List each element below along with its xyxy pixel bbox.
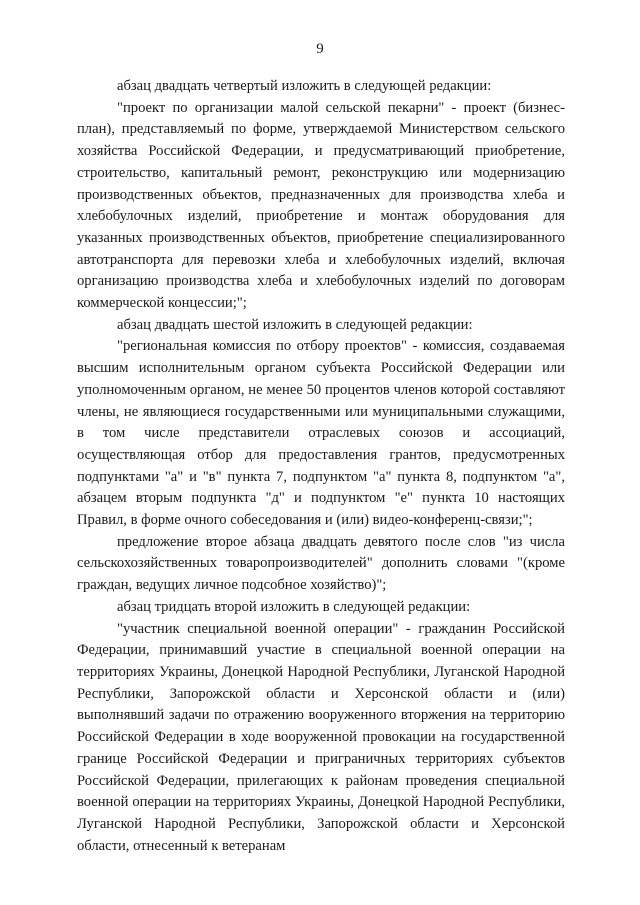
paragraph-regional-commission-definition: "региональная комиссия по отбору проектов" - комиссия, создаваемая высшим исполнительным органом субъекта Российской Федерации или уполномоченным органом, не менее 50 процентов членов которой составляют члены, не являющиеся государственными или муниципальными служащими, в том числе представители отраслевых союзов и ассоциаций, осуществляющая отбор для предоставления грантов, предусмотренных подпунктами "а" и "в" пункта 7, подпунктом "а" пункта 8, подпунктом "а", абзацем вторым подпункта "д" и подпунктом "е" пункта 10 настоящих Правил, в форме очного собеседования и (или) видео-конференц-связи;"; xyxy=(77,338,565,529)
document-body xyxy=(77,76,565,857)
paragraph-svo-participant-definition: "участник специальной военной операции" - гражданин Российской Федерации, принимавший участие в специальной военной операции на территориях Украины, Донецкой Народной Республики, Луганской Народной Республики, Запорожской области и Херсонской области и (или) выполнявший задачи по отражению вооруженного вторжения на территорию Российской Федерации в ходе вооруженной провокации на государственной границе Российской Федерации и приграничных территориях субъектов Российской Федерации, прилегающих к районам проведения специальной военной операции на территориях Украины, Донецкой Народной Республики, Луганской Народной Республики, Запорожской области и Херсонской области, отнесенный к ветеранам xyxy=(77,620,565,854)
paragraph-bakery-project-definition: "проект по организации малой сельской пекарни" - проект (бизнес-план), представляемый по форме, утверждаемой Министерством сельского хозяйства Российской Федерации, и предусматривающий приобретение, строительство, капитальный ремонт, реконструкцию или модернизацию производственных объектов, предназначенных для производства хлеба и хлебобулочных изделий, приобретение и монтаж оборудования для указанных производственных объектов, приобретение специализированного автотранспорта для перевозки хлеба и хлебобулочных изделий, включая организацию производства хлеба и хлебобулочных изделий по договорам коммерческой концессии;"; xyxy=(77,99,565,312)
paragraph-amend-24: абзац двадцать четвертый изложить в следующей редакции: xyxy=(117,78,492,94)
paragraph-amend-29: предложение второе абзаца двадцать девятого после слов "из числа сельскохозяйственных товаропроизводителей" дополнить словами "(кроме граждан, ведущих личное подсобное хозяйство)"; xyxy=(77,533,565,594)
paragraph-amend-32: абзац тридцать второй изложить в следующей редакции: xyxy=(117,598,471,615)
page-number: 9 xyxy=(316,41,324,57)
paragraph-amend-26: абзац двадцать шестой изложить в следующей редакции: xyxy=(117,316,473,333)
